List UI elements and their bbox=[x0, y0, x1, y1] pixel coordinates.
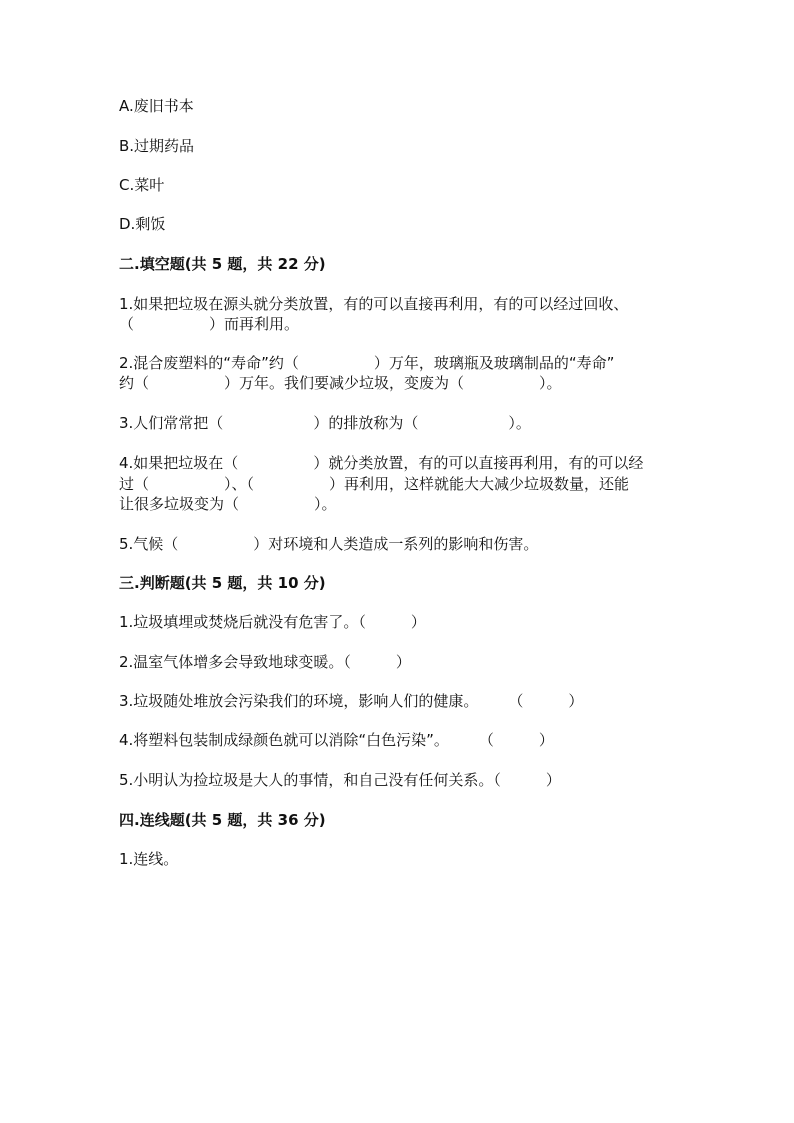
matching-question-1: 1.连线。 bbox=[119, 850, 179, 868]
fill-question-3: 3.人们常常把（ ）的排放称为（ ）。 bbox=[119, 414, 531, 432]
option-d: D.剩饭 bbox=[119, 215, 166, 233]
judge-question-1: 1.垃圾填埋或焚烧后就没有危害了。（ ） bbox=[119, 613, 426, 631]
fill-question-1-line-1: 1.如果把垃圾在源头就分类放置，有的可以直接再利用，有的可以经过回收、 bbox=[119, 295, 629, 313]
section-matching-title: 四.连线题(共 5 题，共 36 分) bbox=[119, 811, 326, 829]
section-true-false-title: 三.判断题(共 5 题，共 10 分) bbox=[119, 574, 326, 592]
option-b: B.过期药品 bbox=[119, 137, 195, 155]
judge-question-5: 5.小明认为捡垃圾是大人的事情，和自己没有任何关系。（ ） bbox=[119, 771, 561, 789]
option-a: A.废旧书本 bbox=[119, 97, 194, 115]
judge-question-2: 2.温室气体增多会导致地球变暖。（ ） bbox=[119, 653, 411, 671]
fill-question-5: 5.气候（ ）对环境和人类造成一系列的影响和伤害。 bbox=[119, 535, 539, 553]
option-c: C.菜叶 bbox=[119, 176, 165, 194]
judge-question-4: 4.将塑料包装制成绿颜色就可以消除“白色污染”。 （ ） bbox=[119, 731, 554, 749]
fill-question-4-line-2: 过（ ）、（ ）再利用，这样就能大大减少垃圾数量，还能 bbox=[119, 475, 630, 493]
fill-question-4-line-3: 让很多垃圾变为（ ）。 bbox=[119, 495, 337, 513]
section-fill-blank-title: 二.填空题(共 5 题，共 22 分) bbox=[119, 255, 326, 273]
fill-question-2-line-1: 2.混合废塑料的“寿命”约（ ）万年，玻璃瓶及玻璃制品的“寿命” bbox=[119, 354, 615, 372]
judge-question-3: 3.垃圾随处堆放会污染我们的环境，影响人们的健康。 （ ） bbox=[119, 692, 584, 710]
fill-question-2-line-2: 约（ ）万年。我们要减少垃圾，变废为（ ）。 bbox=[119, 374, 562, 392]
fill-question-1-line-2: （ ）而再利用。 bbox=[119, 315, 300, 333]
fill-question-4-line-1: 4.如果把垃圾在（ ）就分类放置，有的可以直接再利用，有的可以经 bbox=[119, 454, 644, 472]
